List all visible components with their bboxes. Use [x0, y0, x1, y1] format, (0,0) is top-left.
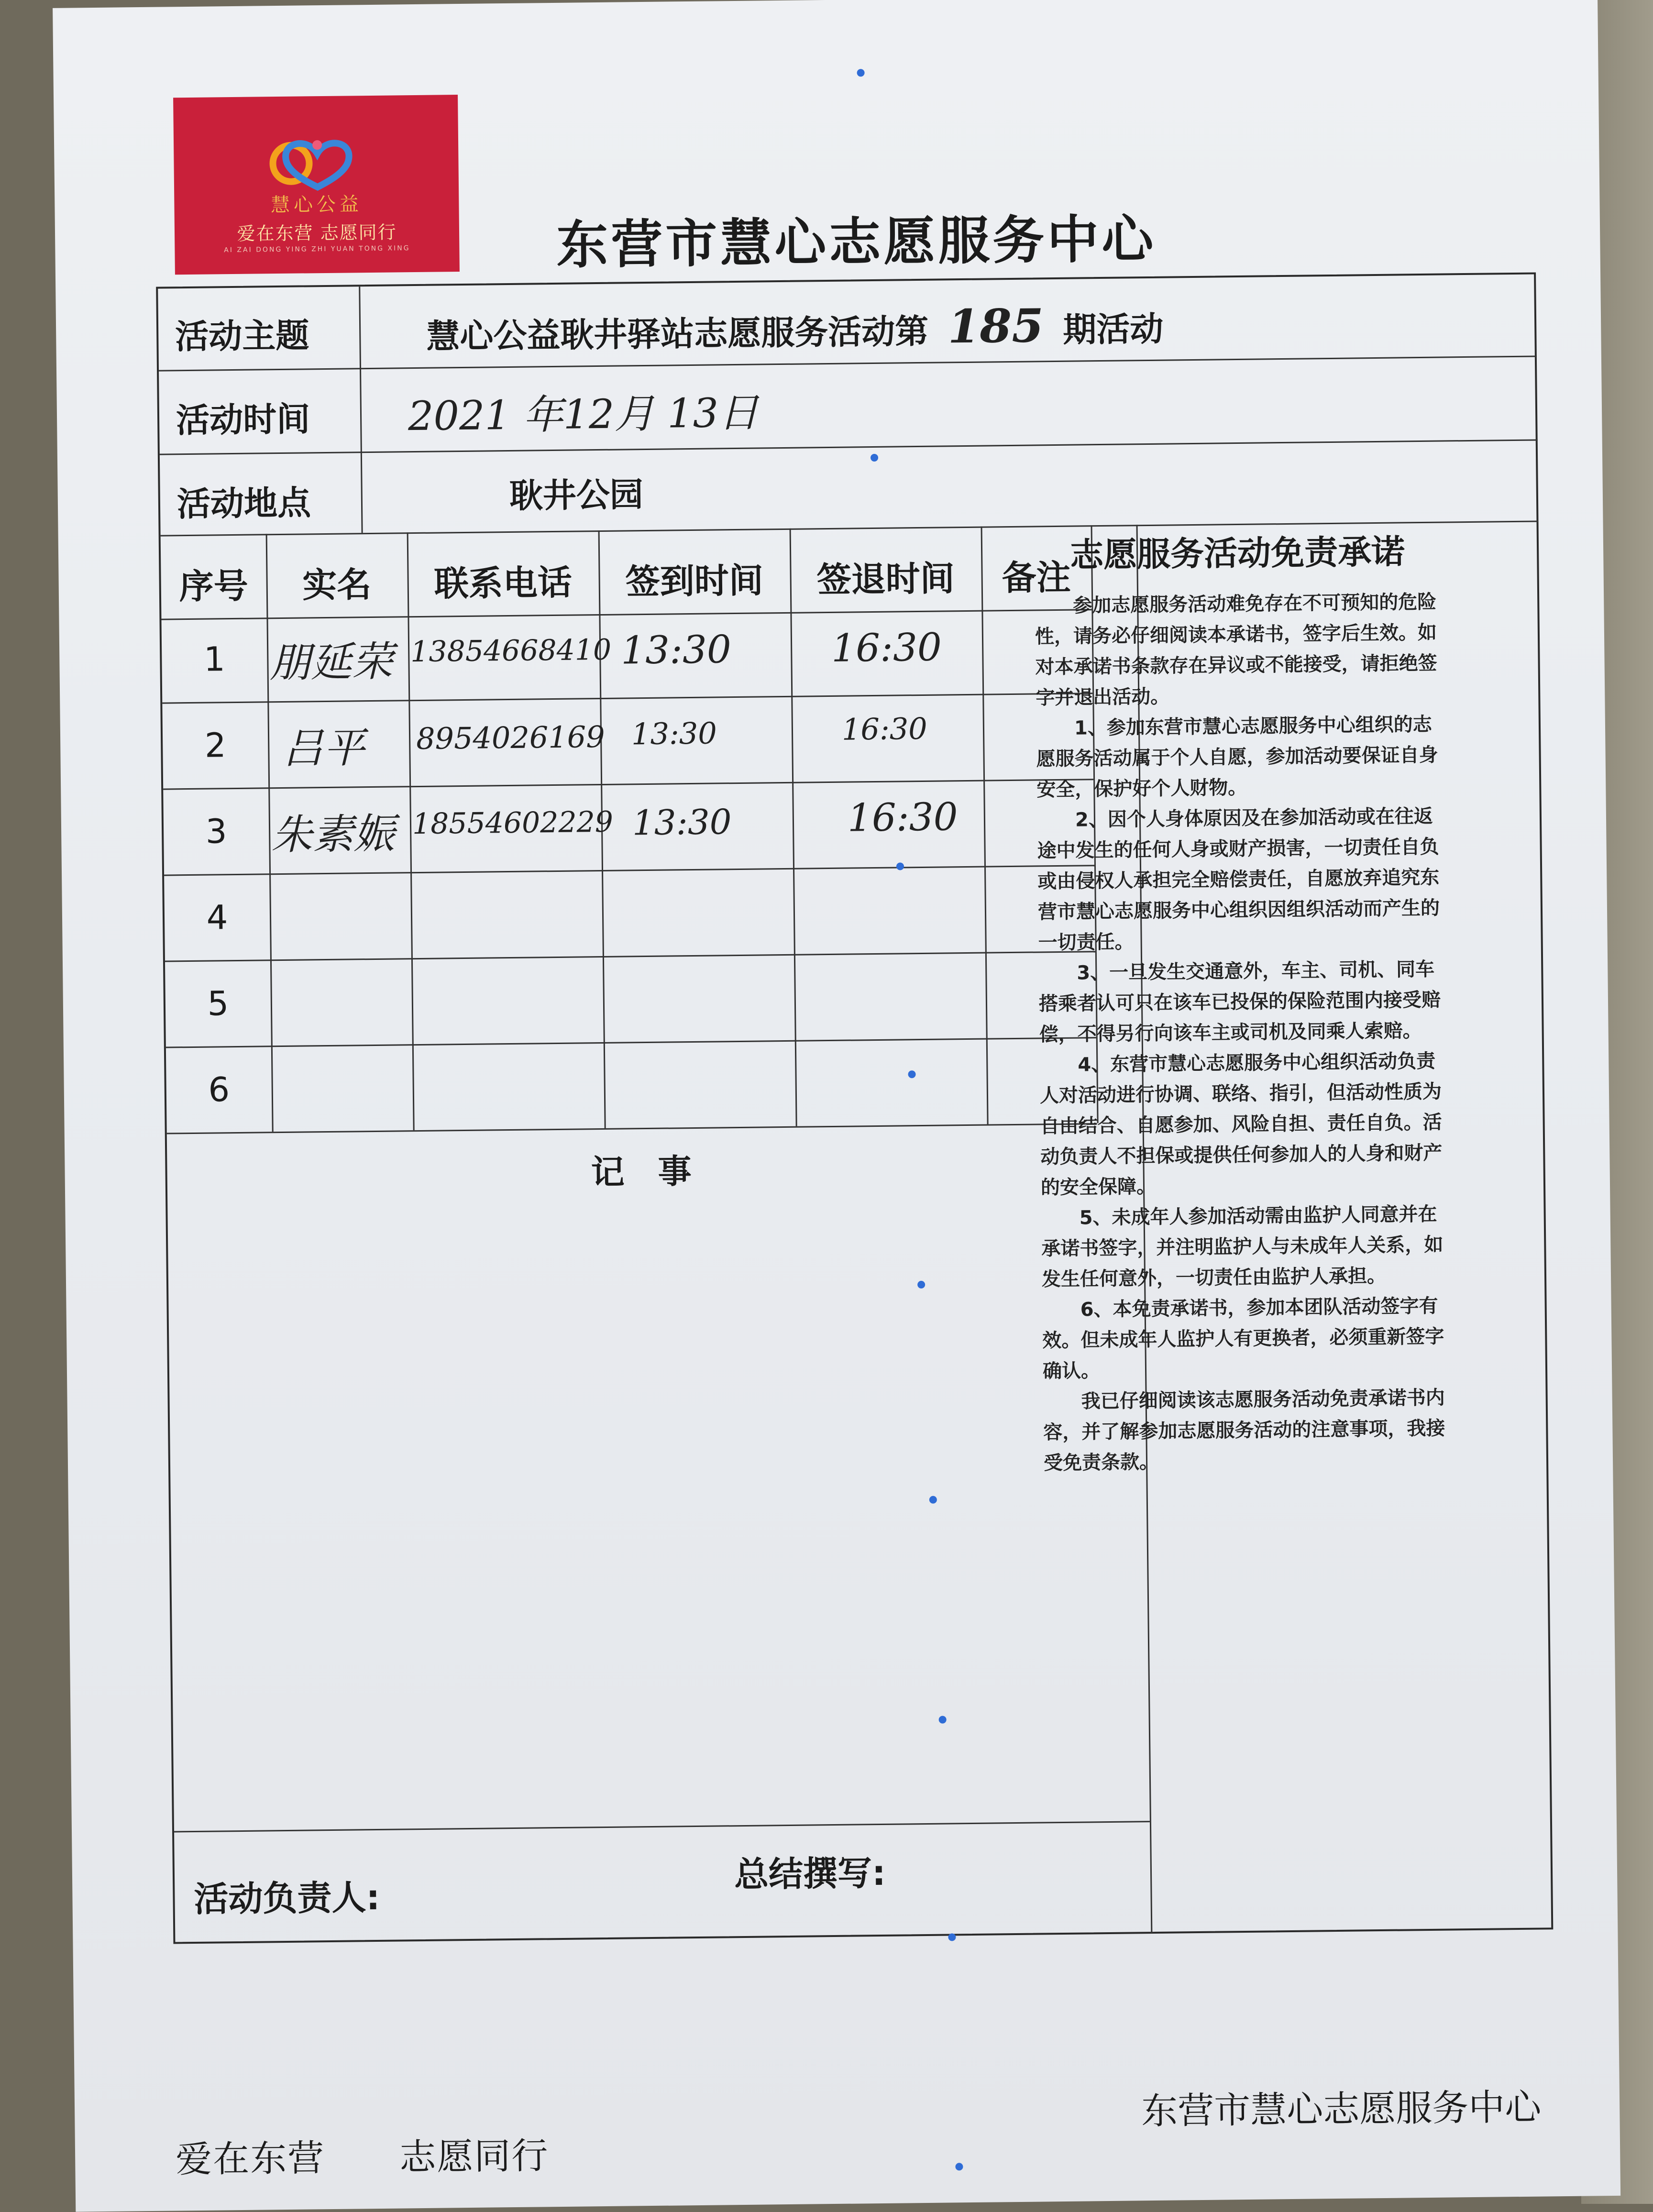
col-header-checkout: 签退时间: [816, 558, 955, 600]
theme-prefix: 慧心公益耿井驿站志愿服务活动第: [426, 311, 929, 356]
hole-mark: [908, 1070, 915, 1078]
row-number: 6: [208, 1070, 230, 1110]
divider: [167, 1123, 1097, 1134]
waiver-paragraph: 2、因个人身体原因及在参加活动或在往返途中发生的任何人身或财产损害，一切责任自负或由侵权人承担完全赔偿责任，自愿放弃追究东营市慧心志愿服务中心组织因组织活动而产生的一切责任。: [1037, 805, 1440, 954]
divider: [359, 286, 363, 533]
hole-mark: [871, 454, 878, 462]
hole-mark: [955, 2163, 963, 2170]
notes-section-title: 记事: [591, 1151, 726, 1192]
theme-suffix: 期活动: [1062, 309, 1164, 350]
heart-logo-icon: [245, 134, 389, 193]
waiver-title: 志愿服务活动免责承诺: [1069, 532, 1405, 575]
waiver-paragraph: 我已仔细阅读该志愿服务活动免责承诺书内容，并了解参加志愿服务活动的注意事项，我接受免责条款。: [1043, 1387, 1445, 1475]
hole-mark: [939, 1716, 947, 1724]
checkout-time: 16:30: [831, 625, 942, 671]
hole-mark: [857, 69, 865, 77]
time-label: 活动时间: [176, 399, 310, 440]
divider: [164, 865, 1094, 876]
waiver-paragraph: 3、一旦发生交通意外，车主、司机、同车搭乘者认可只在该车已投保的保险范围内接受赔偿，不得另行向该车主或司机及同乘人索赔。: [1038, 958, 1441, 1046]
divider: [790, 528, 797, 1126]
col-header-name: 实名: [302, 564, 372, 605]
checkout-time: 16:30: [841, 711, 928, 747]
page-title: 东营市慧心志愿服务中心: [556, 209, 1157, 275]
signature-name: 朱素娠: [271, 810, 395, 859]
time-value: 2021 年12月 13日: [408, 389, 759, 440]
checkin-time: 13:30: [620, 627, 732, 673]
divider: [174, 1821, 1150, 1832]
divider: [160, 439, 1538, 455]
col-header-checkin: 签到时间: [625, 560, 764, 602]
waiver-paragraph: 4、东营市慧心志愿服务中心组织活动负责人对活动进行协调、联络、指引，但活动性质为自由结合、自愿参加、风险自担、责任自负。活动负责人不担保或提供任何参加人的人身和财产的安全保障。: [1039, 1050, 1443, 1199]
activity-leader-label: 活动负责人:: [194, 1877, 380, 1920]
divider: [162, 693, 1092, 704]
col-header-no: 序号: [179, 565, 249, 607]
row-number: 4: [206, 898, 228, 937]
hole-mark: [929, 1496, 937, 1504]
divider: [981, 527, 989, 1124]
waiver-paragraph: 1、参加东营市慧心志愿服务中心组织的志愿服务活动属于个人自愿，参加活动要保证自身安全，保护好个人财物。: [1036, 713, 1438, 801]
divider: [163, 779, 1093, 790]
checkin-time: 13:30: [631, 715, 717, 752]
checkout-time: 16:30: [847, 794, 958, 840]
signature-name: 朋延荣: [269, 638, 393, 687]
registration-form-sheet: [53, 0, 1620, 2212]
hole-mark: [948, 1933, 956, 1941]
col-header-phone: 联系电话: [434, 562, 573, 604]
row-number: 2: [204, 726, 226, 765]
waiver-paragraph: 6、本免责承诺书，参加本团队活动签字有效。但未成年人监护人有更换者，必须重新签字确认。: [1042, 1295, 1444, 1383]
checkin-time: 13:30: [632, 802, 732, 843]
theme-label: 活动主题: [175, 316, 309, 357]
phone-number: 8954026169: [416, 719, 605, 757]
footer-org-name: 东营市慧心志愿服务中心: [1141, 2085, 1542, 2133]
row-number: 5: [207, 984, 229, 1023]
col-header-note: 备注: [1002, 557, 1071, 598]
divider: [161, 609, 1091, 620]
hole-mark: [917, 1281, 925, 1288]
summary-writer-label: 总结撰写:: [734, 1852, 886, 1895]
row-number: 3: [205, 812, 227, 851]
phone-number: 13854668410: [410, 633, 612, 669]
footer-slogan: [176, 2126, 611, 2183]
theme-value: [426, 297, 1164, 359]
row-number: 1: [203, 639, 226, 679]
hole-mark: [896, 862, 904, 870]
signature-name: 吕平: [282, 724, 365, 773]
waiver-paragraph: 参加志愿服务活动难免存在不可预知的危险性，请务必仔细阅读本承诺书，签字后生效。如对本承诺书条款存在异议或不能接受，请拒绝签字并退出活动。: [1035, 591, 1437, 709]
waiver-paragraph: 5、未成年人参加活动需由监护人同意并在承诺书签字，并注明监护人与未成年人关系，如发生任何意外，一切责任由监护人承担。: [1041, 1203, 1444, 1291]
divider: [159, 355, 1537, 371]
phone-number: 18554602229: [412, 805, 614, 841]
theme-issue-number: 185: [947, 298, 1044, 354]
logo-pinyin: AI ZAI DONG YING ZHI YUAN TONG XING: [224, 244, 410, 254]
logo-slogan: 爱在东营 志愿同行: [237, 221, 397, 244]
logo-brand-text: 慧心公益: [270, 193, 363, 217]
footer-slogan-b: 志愿同行: [399, 2134, 549, 2179]
divider: [165, 951, 1095, 962]
footer-slogan-a: 爱在东营: [175, 2136, 325, 2181]
place-label: 活动地点: [176, 483, 311, 524]
waiver-text: [1035, 587, 1445, 1479]
place-value: 耿井公园: [509, 475, 644, 516]
divider: [166, 1037, 1096, 1048]
